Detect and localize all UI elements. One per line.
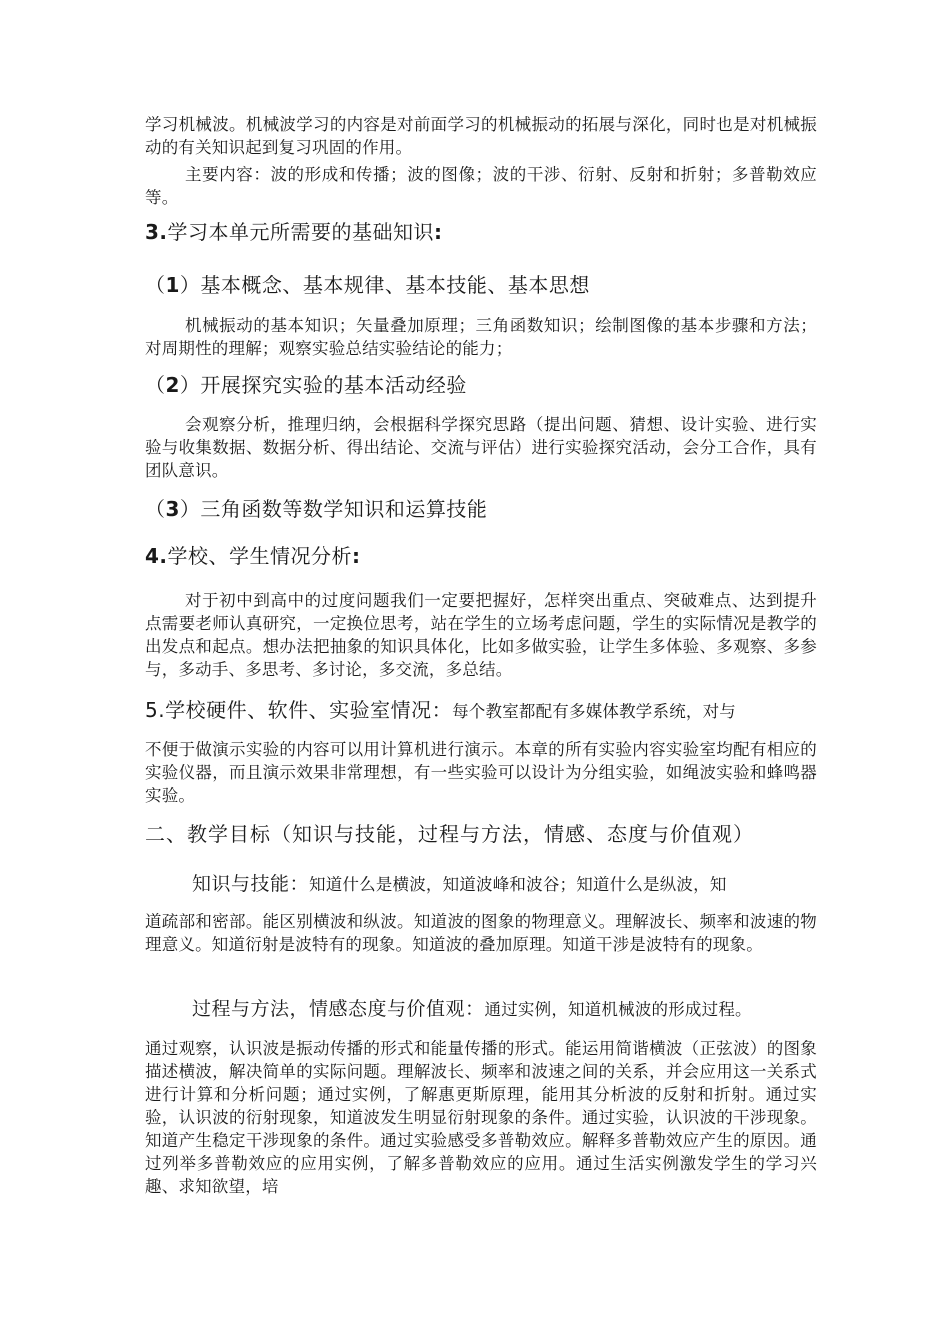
- process-method-paragraph: 通过观察，认识波是振动传播的形式和能量传播的形式。能运用简谐横波（正弦波）的图象描述横波，解决简单的实际问题。理解波长、频率和波速之间的关系，并会应用这一关系式进行计算和分析问题；通过实例，了解惠更斯原理，能用其分析波的反射和折射。通过实验，认识波的衍射现象，知道波发生明显衍射现象的条件。通过实验，认识波的干涉现象。知道产生稳定干涉现象的条件。通过实验感受多普勒效应。解释多普勒效应产生的原因。通过列举多普勒效应的应用实例，了解多普勒效应的应用。通过生活实例激发学生的学习兴趣、求知欲望，培: [145, 1039, 817, 1196]
- heading-3-number: 3.: [145, 220, 168, 244]
- knowledge-skills-paragraph: 道疏部和密部。能区别横波和纵波。知道波的图象的物理意义。理解波长、频率和波速的物理意义。知道衍射是波特有的现象。知道波的叠加原理。知道干涉是波特有的现象。: [145, 912, 817, 954]
- facilities-paragraph: 不便于做演示实验的内容可以用计算机进行演示。本章的所有实验内容实验室均配有相应的实验仪器，而且演示效果非常理想，有一些实验可以设计为分组实验，如绳波实验和蜂鸣器实验。: [145, 740, 817, 805]
- subheading-1-text: 基本概念、基本规律、基本技能、基本思想: [200, 273, 590, 297]
- heading-3-colon: :: [434, 220, 443, 244]
- situation-paragraph: 对于初中到高中的过度问题我们一定要把握好，怎样突出重点、突破难点、达到提升点需要老师认真研究，一定换位思考，站在学生的立场考虑问题，学生的实际情况是教学的出发点和起点。想办法把抽象的知识具体化，比如多做实验，让学生多体验、多观察、多参与，多动手、多思考、多讨论，多交流，多总结。: [145, 591, 817, 679]
- subheading-3-text: 三角函数等数学知识和运算技能: [200, 497, 488, 521]
- knowledge-skills-tail: 知道什么是横波，知道波峰和波谷；知道什么是纵波，知: [309, 875, 727, 894]
- heading-3-text: 学习本单元所需要的基础知识: [167, 220, 435, 244]
- subheading-1: （1）基本概念、基本规律、基本技能、基本思想: [145, 273, 590, 297]
- heading-5-tail: 每个教室都配有多媒体教学系统，对与: [452, 702, 736, 721]
- subheading-2: （2）开展探究实验的基本活动经验: [145, 373, 467, 397]
- heading-4: [145, 542, 817, 570]
- process-method-heading: [145, 994, 817, 1021]
- main-content-paragraph: 主要内容：波的形成和传播；波的图像；波的干涉、衍射、反射和折射；多普勒效应等。: [145, 165, 817, 207]
- heading-5-lead: 5.学校硬件、软件、实验室情况：: [145, 698, 453, 722]
- subsection-2-paragraph: 会观察分析，推理归纳，会根据科学探究思路（提出问题、猜想、设计实验、进行实验与收集数据、数据分析、得出结论、交流与评估）进行实验探究活动，会分工合作，具有团队意识。: [145, 415, 817, 480]
- process-method-lead: 过程与方法，情感态度与价值观：: [192, 998, 485, 1020]
- process-method-tail: 通过实例，知道机械波的形成过程。: [484, 1000, 752, 1019]
- heading-5: [145, 694, 817, 723]
- section-2-title: 二、教学目标（知识与技能，过程与方法，情感、态度与价值观）: [145, 822, 754, 846]
- knowledge-skills-lead: 知识与技能：: [192, 873, 310, 895]
- subheading-1-number: 1: [165, 273, 180, 297]
- subheading-3-number: 3: [165, 497, 180, 521]
- subheading-2-text: 开展探究实验的基本活动经验: [200, 373, 467, 397]
- knowledge-skills-heading: [145, 869, 817, 896]
- heading-3: [145, 218, 817, 246]
- heading-4-text: 学校、学生情况分析: [167, 544, 353, 568]
- subheading-3: （3）三角函数等数学知识和运算技能: [145, 497, 488, 521]
- heading-4-colon: :: [352, 544, 361, 568]
- subheading-2-number: 2: [165, 373, 180, 397]
- intro-paragraph: 学习机械波。机械波学习的内容是对前面学习的机械振动的拓展与深化，同时也是对机械振动的有关知识起到复习巩固的作用。: [145, 115, 817, 157]
- heading-4-number: 4.: [145, 544, 168, 568]
- subsection-1-paragraph: 机械振动的基本知识；矢量叠加原理；三角函数知识；绘制图像的基本步骤和方法；对周期性的理解；观察实验总结实验结论的能力；: [145, 316, 817, 358]
